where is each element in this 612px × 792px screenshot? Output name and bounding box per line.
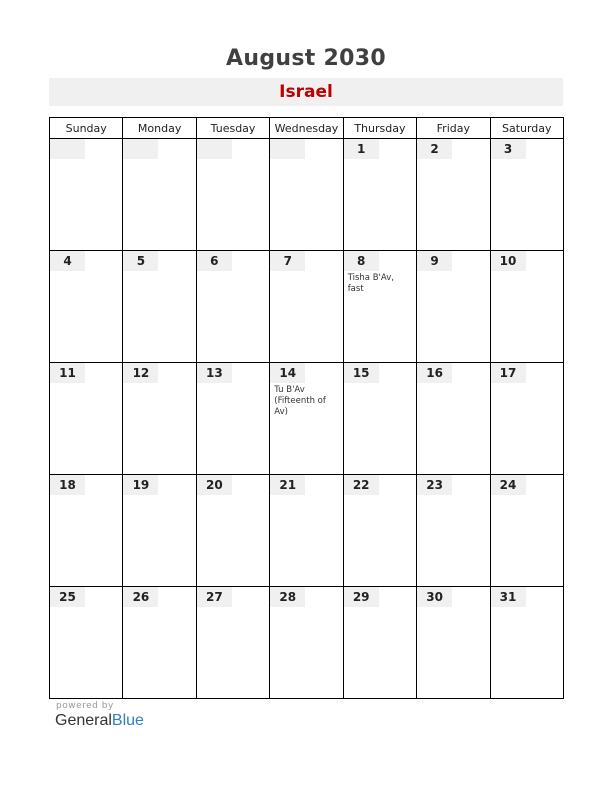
calendar-grid	[49, 117, 564, 699]
day-number: 14	[270, 363, 305, 383]
day-number: 31	[491, 587, 526, 607]
day-cell	[270, 587, 343, 699]
day-number: 16	[417, 363, 452, 383]
day-cell	[490, 475, 563, 587]
brand-general-text: General	[55, 712, 112, 729]
day-cell	[196, 363, 269, 475]
day-number: 13	[197, 363, 232, 383]
day-number: 2	[417, 139, 452, 159]
week-row	[50, 475, 564, 587]
day-cell	[417, 363, 490, 475]
weekday-wednesday: Wednesday	[270, 118, 343, 139]
day-number: 26	[123, 587, 158, 607]
weekday-tuesday: Tuesday	[196, 118, 269, 139]
day-cell	[196, 139, 269, 251]
day-cell	[50, 363, 123, 475]
week-row	[50, 139, 564, 251]
day-cell	[123, 251, 196, 363]
page-title: August 2030	[226, 46, 386, 71]
weekday-thursday: Thursday	[343, 118, 416, 139]
day-number: 15	[344, 363, 379, 383]
day-cell	[343, 251, 416, 363]
day-number: 1	[344, 139, 379, 159]
week-row	[50, 363, 564, 475]
day-number	[50, 139, 85, 159]
day-cell	[50, 475, 123, 587]
powered-by-label: powered by	[56, 701, 114, 711]
day-number: 9	[417, 251, 452, 271]
week-row	[50, 587, 564, 699]
day-cell	[196, 587, 269, 699]
day-cell	[490, 587, 563, 699]
day-number	[123, 139, 158, 159]
day-cell	[490, 251, 563, 363]
day-cell	[270, 251, 343, 363]
day-number: 29	[344, 587, 379, 607]
day-number: 25	[50, 587, 85, 607]
day-number: 18	[50, 475, 85, 495]
day-cell	[123, 363, 196, 475]
day-cell	[417, 475, 490, 587]
day-number: 30	[417, 587, 452, 607]
day-number: 12	[123, 363, 158, 383]
day-cell	[123, 139, 196, 251]
day-cell	[123, 587, 196, 699]
day-cell	[50, 139, 123, 251]
day-number: 27	[197, 587, 232, 607]
day-number: 10	[491, 251, 526, 271]
day-number	[270, 139, 305, 159]
day-number: 4	[50, 251, 85, 271]
day-number: 20	[197, 475, 232, 495]
day-cell	[196, 251, 269, 363]
holiday-event: Tu B'Av (Fifteenth of Av)	[274, 385, 326, 417]
day-cell	[343, 363, 416, 475]
day-number: 3	[491, 139, 526, 159]
day-number: 24	[491, 475, 526, 495]
country-banner: Israel	[49, 78, 563, 106]
day-number: 7	[270, 251, 305, 271]
weekday-friday: Friday	[417, 118, 490, 139]
week-row	[50, 251, 564, 363]
day-cell	[490, 139, 563, 251]
day-cell	[196, 475, 269, 587]
day-number: 23	[417, 475, 452, 495]
day-cell	[270, 475, 343, 587]
day-cell	[343, 475, 416, 587]
holiday-event: Tisha B'Av, fast	[347, 273, 394, 294]
day-number: 11	[50, 363, 85, 383]
day-number: 8	[344, 251, 379, 271]
weekday-monday: Monday	[123, 118, 196, 139]
day-number: 17	[491, 363, 526, 383]
weekday-header-row	[50, 118, 564, 139]
brand-blue-text: Blue	[111, 712, 144, 729]
day-number	[197, 139, 232, 159]
day-cell	[123, 475, 196, 587]
generalblue-logo[interactable]	[55, 712, 144, 730]
day-number: 19	[123, 475, 158, 495]
day-cell	[50, 251, 123, 363]
day-cell	[270, 139, 343, 251]
day-number: 28	[270, 587, 305, 607]
day-number: 22	[344, 475, 379, 495]
day-number: 5	[123, 251, 158, 271]
day-cell	[490, 363, 563, 475]
day-cell	[417, 251, 490, 363]
day-cell	[50, 587, 123, 699]
day-number: 6	[197, 251, 232, 271]
day-cell	[343, 587, 416, 699]
day-cell	[270, 363, 343, 475]
day-cell	[417, 587, 490, 699]
day-number: 21	[270, 475, 305, 495]
day-cell	[343, 139, 416, 251]
day-cell	[417, 139, 490, 251]
weekday-sunday: Sunday	[50, 118, 123, 139]
weekday-saturday: Saturday	[490, 118, 563, 139]
